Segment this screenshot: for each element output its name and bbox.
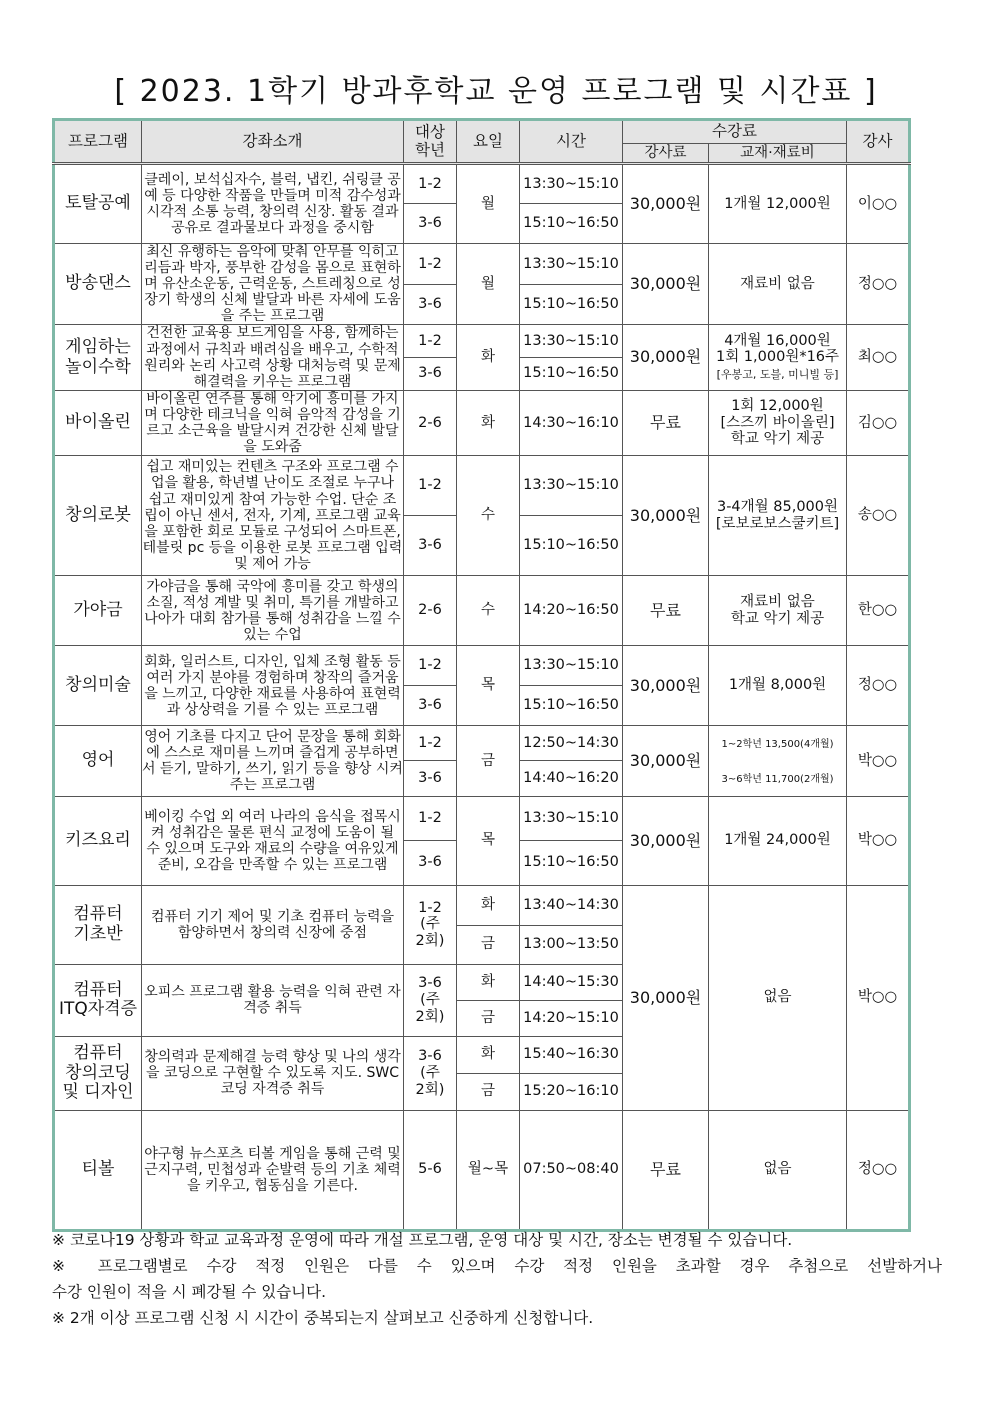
- grade-cell: 3-6: [404, 840, 457, 885]
- program-name: 토탈공예: [54, 164, 142, 244]
- teacher-cell: 김○○: [847, 390, 910, 455]
- day-cell: 월~목: [457, 1110, 520, 1230]
- day-cell: 금: [457, 1000, 520, 1036]
- program-desc: 가야금을 통해 국악에 흥미를 갖고 학생의 소질, 적성 계발 및 취미, 특기를 개발하고 나아가 대회 참가를 통해 성취감을 느낄 수 있는 수업: [142, 576, 404, 646]
- day-cell: 월: [457, 164, 520, 244]
- program-name: 바이올린: [54, 390, 142, 455]
- program-desc: 건전한 교육용 보드게임을 사용, 함께하는 과정에서 규칙과 배려심을 배우고, 수학적 원리와 논리 사고력 상황 대처능력 및 문제 해결력을 키우는 프로그램: [142, 325, 404, 390]
- program-desc: 최신 유행하는 음악에 맞춰 안무를 익히고 리듬과 박자, 풍부한 감성을 몸으로 표현하며 유산소운동, 근력운동, 스트레칭으로 성장기 학생의 신체 발달과 바른 자세에 도움을 주는 프로그램: [142, 244, 404, 325]
- header-grade: 대상 학년: [404, 120, 457, 164]
- grade-cell: 2-6: [404, 390, 457, 455]
- time-cell: 15:40~16:30: [520, 1036, 623, 1073]
- page-title: [ 2023. 1학기 방과후학교 운영 프로그램 및 시간표 ]: [114, 74, 878, 109]
- day-cell: 화: [457, 325, 520, 390]
- program-name: 키즈요리: [54, 796, 142, 885]
- teacher-cell: 한○○: [847, 576, 910, 646]
- grade-cell: 3-6: [404, 760, 457, 796]
- teacher-cell: 정○○: [847, 646, 910, 726]
- day-cell: 화: [457, 885, 520, 925]
- teacher-cell: 이○○: [847, 164, 910, 244]
- teacher-cell: 정○○: [847, 244, 910, 325]
- fee-cell: 무료: [623, 1110, 709, 1230]
- schedule-table: [52, 118, 911, 1232]
- day-cell: 화: [457, 390, 520, 455]
- time-cell: 14:20~16:50: [520, 576, 623, 646]
- time-cell: 15:10~16:50: [520, 840, 623, 885]
- grade-cell: 1-2: [404, 244, 457, 285]
- teacher-cell: 박○○: [847, 796, 910, 885]
- time-cell: 13:30~15:10: [520, 325, 623, 357]
- fee-cell: 30,000원: [623, 456, 709, 576]
- program-desc: 쉽고 재미있는 컨텐츠 구조와 프로그램 수업을 활용, 학년별 난이도 조절로 누구나 쉽고 재미있게 참여 가능한 수업. 단순 조립이 아닌 센서, 전자, 기계, 프로그램 교육을 포함한 회로 모듈로 구성되어 스마트폰, 테블릿 pc 등을 이용한 로봇 프로그램 입력 및 제어 가능: [142, 456, 404, 576]
- teacher-cell: 최○○: [847, 325, 910, 390]
- program-name: 창의로봇: [54, 456, 142, 576]
- grade-cell: 5-6: [404, 1110, 457, 1230]
- time-cell: 13:30~15:10: [520, 456, 623, 516]
- grade-cell: 3-6: [404, 516, 457, 576]
- grade-cell: 3-6 (주 2회): [404, 1036, 457, 1110]
- time-cell: 13:30~15:10: [520, 164, 623, 204]
- day-cell: 목: [457, 796, 520, 885]
- time-cell: 07:50~08:40: [520, 1110, 623, 1230]
- table-row: [54, 244, 910, 285]
- material-cell: 1~2학년 13,500(4개월) 3~6학년 11,700(2개월): [709, 726, 847, 797]
- table-row: [54, 1110, 910, 1230]
- material-cell: 1개월 12,000원: [709, 164, 847, 244]
- table-row: [54, 390, 910, 455]
- table-row: [54, 456, 910, 516]
- fee-cell: 30,000원: [623, 164, 709, 244]
- time-cell: 15:20~16:10: [520, 1073, 623, 1110]
- table-row: [54, 796, 910, 840]
- teacher-cell: 박○○: [847, 726, 910, 797]
- material-cell: 없음: [709, 885, 847, 1110]
- time-cell: 13:30~15:10: [520, 646, 623, 686]
- table-row: [54, 646, 910, 686]
- time-cell: 15:10~16:50: [520, 204, 623, 244]
- table-row: [54, 726, 910, 761]
- grade-cell: 2-6: [404, 576, 457, 646]
- material-cell: 1개월 8,000원: [709, 646, 847, 726]
- grade-cell: 1-2: [404, 164, 457, 204]
- header-fee-group: 수강료: [623, 120, 847, 144]
- day-cell: 금: [457, 925, 520, 964]
- day-cell: 수: [457, 456, 520, 576]
- program-desc: 클레이, 보석십자수, 블럭, 냅킨, 쉬링클 공예 등 다양한 작품을 만들며 미적 감수성과 시각적 소통 능력, 창의력 신장. 활동 결과 공유로 결과물보다 과정을 중시함: [142, 164, 404, 244]
- table-row: [54, 576, 910, 646]
- program-name: 방송댄스: [54, 244, 142, 325]
- teacher-cell: 박○○: [847, 885, 910, 1110]
- time-cell: 14:40~15:30: [520, 964, 623, 1000]
- grade-cell: 1-2: [404, 646, 457, 686]
- time-cell: 12:50~14:30: [520, 726, 623, 761]
- material-cell: 1개월 24,000원: [709, 796, 847, 885]
- fee-cell: 30,000원: [623, 325, 709, 390]
- header-tuition: 강사료: [623, 144, 709, 164]
- time-cell: 15:10~16:50: [520, 686, 623, 726]
- grade-cell: 1-2 (주 2회): [404, 885, 457, 964]
- grade-cell: 3-6 (주 2회): [404, 964, 457, 1036]
- note-line: 수강 인원이 적을 시 폐강될 수 있습니다.: [52, 1283, 327, 1301]
- grade-cell: 3-6: [404, 686, 457, 726]
- fee-cell: 30,000원: [623, 885, 709, 1110]
- fee-cell: 30,000원: [623, 646, 709, 726]
- grade-cell: 3-6: [404, 284, 457, 325]
- grade-cell: 1-2: [404, 796, 457, 840]
- fee-cell: 30,000원: [623, 726, 709, 797]
- header-day: 요일: [457, 120, 520, 164]
- grade-cell: 1-2: [404, 325, 457, 357]
- program-name: 게임하는 놀이수학: [54, 325, 142, 390]
- program-name: 컴퓨터 ITQ자격증: [54, 964, 142, 1036]
- grade-cell: 1-2: [404, 456, 457, 516]
- teacher-cell: 송○○: [847, 456, 910, 576]
- program-name: 창의미술: [54, 646, 142, 726]
- grade-cell: 3-6: [404, 204, 457, 244]
- time-cell: 13:30~15:10: [520, 796, 623, 840]
- fee-cell: 무료: [623, 576, 709, 646]
- program-desc: 베이킹 수업 외 여러 나라의 음식을 접목시켜 성취감은 물론 편식 교정에 도움이 될 수 있으며 도구와 재료의 수량을 여유있게 준비, 오감을 만족할 수 있는 프로그램: [142, 796, 404, 885]
- material-cell: 재료비 없음: [709, 244, 847, 325]
- program-name: 컴퓨터 기초반: [54, 885, 142, 964]
- grade-cell: 3-6: [404, 357, 457, 390]
- material-cell: 없음: [709, 1110, 847, 1230]
- time-cell: 14:30~16:10: [520, 390, 623, 455]
- program-name: 가야금: [54, 576, 142, 646]
- program-name: 컴퓨터 창의코딩 및 디자인: [54, 1036, 142, 1110]
- notes-section: [52, 1227, 942, 1331]
- header-material: 교재·재료비: [709, 144, 847, 164]
- grade-cell: 1-2: [404, 726, 457, 761]
- program-desc: 영어 기초를 다지고 단어 문장을 통해 회화에 스스로 재미를 느끼며 즐겁게 공부하면서 듣기, 말하기, 쓰기, 읽기 등을 향상 시켜주는 프로그램: [142, 726, 404, 797]
- fee-cell: 30,000원: [623, 244, 709, 325]
- fee-cell: 무료: [623, 390, 709, 455]
- program-desc: 컴퓨터 기기 제어 및 기초 컴퓨터 능력을 함양하면서 창의력 신장에 중점: [142, 885, 404, 964]
- day-cell: 화: [457, 964, 520, 1000]
- time-cell: 14:20~15:10: [520, 1000, 623, 1036]
- header-teacher: 강사: [847, 120, 910, 164]
- program-desc: 오피스 프로그램 활용 능력을 익혀 관련 자격증 취득: [142, 964, 404, 1036]
- time-cell: 13:30~15:10: [520, 244, 623, 285]
- header-intro: 강좌소개: [142, 120, 404, 164]
- table-row: [54, 164, 910, 204]
- material-cell: 재료비 없음 학교 악기 제공: [709, 576, 847, 646]
- day-cell: 화: [457, 1036, 520, 1073]
- time-cell: 13:40~14:30: [520, 885, 623, 925]
- time-cell: 13:00~13:50: [520, 925, 623, 964]
- program-desc: 야구형 뉴스포츠 티볼 게임을 통해 근력 및 근지구력, 민첩성과 순발력 등의 기초 체력을 키우고, 협동심을 기른다.: [142, 1110, 404, 1230]
- time-cell: 15:10~16:50: [520, 357, 623, 390]
- day-cell: 금: [457, 1073, 520, 1110]
- time-cell: 15:10~16:50: [520, 284, 623, 325]
- header-program: 프로그램: [54, 120, 142, 164]
- teacher-cell: 정○○: [847, 1110, 910, 1230]
- time-cell: 14:40~16:20: [520, 760, 623, 796]
- day-cell: 목: [457, 646, 520, 726]
- note-line: ※ 2개 이상 프로그램 신청 시 시간이 중복되는지 살펴보고 신중하게 신청합니다.: [52, 1309, 594, 1327]
- time-cell: 15:10~16:50: [520, 516, 623, 576]
- day-cell: 수: [457, 576, 520, 646]
- material-cell: 4개월 16,000원 1회 1,000원*16주 [우봉고, 도블, 미니빌 등]: [709, 325, 847, 390]
- program-desc: 바이올린 연주를 통해 악기에 흥미를 가지며 다양한 테크닉을 익혀 음악적 감성을 기르고 소근육을 발달시켜 건강한 신체 발달을 도와줌: [142, 390, 404, 455]
- day-cell: 금: [457, 726, 520, 797]
- program-desc: 회화, 일러스트, 디자인, 입체 조형 활동 등 여러 가지 분야를 경험하며 창작의 즐거움을 느끼고, 다양한 재료를 사용하여 표현력과 상상력을 기를 수 있는 프로그램: [142, 646, 404, 726]
- note-line: ※ 프로그램별로 수강 적정 인원은 다를 수 있으며 수강 적정 인원을 초과할 경우 추첨으로 선발하거나: [52, 1257, 942, 1275]
- fee-cell: 30,000원: [623, 796, 709, 885]
- note-line: ※ 코로나19 상황과 학교 교육과정 운영에 따라 개설 프로그램, 운영 대상 및 시간, 장소는 변경될 수 있습니다.: [52, 1231, 793, 1249]
- header-time: 시간: [520, 120, 623, 164]
- material-cell: 3-4개월 85,000원 [로보로보스쿨키트]: [709, 456, 847, 576]
- program-desc: 창의력과 문제해결 능력 향상 및 나의 생각을 코딩으로 구현할 수 있도록 지도. SWC코딩 자격증 취득: [142, 1036, 404, 1110]
- program-name: 티볼: [54, 1110, 142, 1230]
- material-cell: 1회 12,000원 [스즈끼 바이올린] 학교 악기 제공: [709, 390, 847, 455]
- day-cell: 월: [457, 244, 520, 325]
- program-name: 영어: [54, 726, 142, 797]
- table-row: [54, 885, 910, 925]
- table-row: [54, 325, 910, 357]
